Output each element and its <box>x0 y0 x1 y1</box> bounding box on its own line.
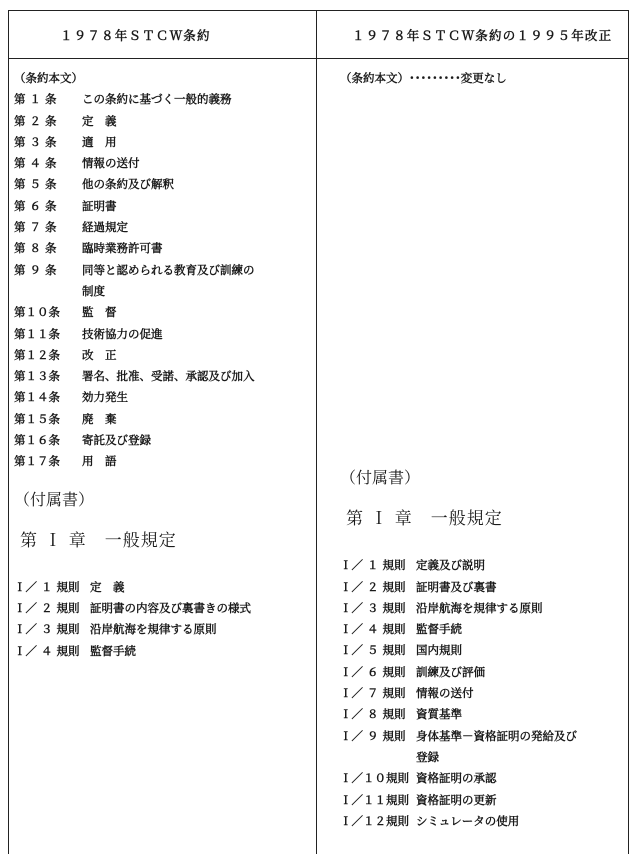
rule-number: Ｉ／ ５ 規則 <box>340 643 406 658</box>
article-title: 廃 棄 <box>82 411 117 426</box>
table-top-border <box>8 10 629 11</box>
rule-title: 資格証明の承認 <box>416 771 497 786</box>
rule-number: Ｉ／１１規則 <box>340 792 409 807</box>
right-column-header: １９７８年ＳＴＣＷ条約の１９９５年改正 <box>352 28 613 43</box>
article-row <box>14 366 312 387</box>
article-row <box>14 430 312 451</box>
article-number: 第 ９ 条 <box>14 262 57 277</box>
rule-row <box>14 577 312 598</box>
article-number: 第 １ 条 <box>14 92 57 107</box>
header-divider <box>8 58 629 59</box>
article-row <box>14 132 312 153</box>
rule-title: 監督手続 <box>90 643 136 658</box>
rule-title: シミュレータの使用 <box>416 813 520 828</box>
left-chapter-heading: 第 Ｉ 章 一般規定 <box>20 530 177 551</box>
article-title: 経過規定 <box>82 220 128 235</box>
rule-title: 沿岸航海を規律する原則 <box>416 600 543 615</box>
rule-number: Ｉ／１２規則 <box>340 813 409 828</box>
article-row <box>14 89 312 110</box>
left-column-header: １９７８年ＳＴＣＷ条約 <box>60 28 211 43</box>
article-row <box>14 345 312 366</box>
rule-row <box>340 790 632 811</box>
left-column <box>14 68 312 662</box>
article-title: 他の条約及び解釈 <box>82 177 174 192</box>
rule-title: 定義及び説明 <box>416 558 485 573</box>
article-number: 第 ２ 条 <box>14 113 57 128</box>
article-number: 第 ５ 条 <box>14 177 57 192</box>
rule-title: 定 義 <box>90 579 125 594</box>
rule-title: 監督手続 <box>416 622 462 637</box>
rule-number: Ｉ／ １ 規則 <box>340 558 406 573</box>
rule-title: 証明書の内容及び裏書きの様式 <box>90 600 251 615</box>
article-row <box>14 324 312 345</box>
right-column <box>340 68 632 832</box>
article-row <box>14 238 312 259</box>
article-number: 第 ３ 条 <box>14 134 57 149</box>
article-number: 第１０条 <box>14 305 60 320</box>
article-title: 技術協力の促進 <box>82 326 163 341</box>
article-number: 第１５条 <box>14 411 60 426</box>
rule-row <box>340 683 632 704</box>
article-row <box>14 260 312 281</box>
article-title: 証明書 <box>82 198 117 213</box>
rule-row <box>14 619 312 640</box>
rule-row <box>340 662 632 683</box>
article-title: 臨時業務許可書 <box>82 241 163 256</box>
rule-title: 資質基準 <box>416 707 462 722</box>
article-title: 監 督 <box>82 305 117 320</box>
left-body-heading: （条約本文） <box>14 71 83 85</box>
rule-row <box>340 555 632 576</box>
rule-row <box>340 619 632 640</box>
article-number: 第 ７ 条 <box>14 220 57 235</box>
rule-row <box>340 598 632 619</box>
rule-row <box>14 641 312 662</box>
article-title: 用 語 <box>82 454 117 469</box>
article-row <box>14 196 312 217</box>
right-blank-area <box>340 89 632 451</box>
rule-row <box>340 811 632 832</box>
article-continuation: 制度 <box>82 283 105 298</box>
article-title: 適 用 <box>82 134 117 149</box>
article-number: 第 ８ 条 <box>14 241 57 256</box>
rule-number: Ｉ／ ４ 規則 <box>340 622 406 637</box>
article-title: 同等と認められる教育及び訓練の <box>82 262 255 277</box>
article-number: 第１６条 <box>14 433 60 448</box>
right-body-heading: （条約本文）･････････変更なし <box>340 71 507 85</box>
rule-row <box>340 704 632 725</box>
right-chapter-heading: 第 Ｉ 章 一般規定 <box>346 509 503 530</box>
article-number: 第１７条 <box>14 454 60 469</box>
article-row <box>14 217 312 238</box>
rule-title: 情報の送付 <box>416 686 474 701</box>
article-title: 署名、批准、受諾、承認及び加入 <box>82 369 255 384</box>
rule-row <box>340 640 632 661</box>
rule-number: Ｉ／ １ 規則 <box>14 579 80 594</box>
article-title: 改 正 <box>82 347 117 362</box>
rule-title: 資格証明の更新 <box>416 792 497 807</box>
rule-number: Ｉ／ ７ 規則 <box>340 686 406 701</box>
article-row <box>14 387 312 408</box>
article-title: 寄託及び登録 <box>82 433 151 448</box>
rule-number: Ｉ／１０規則 <box>340 771 409 786</box>
article-number: 第 ６ 条 <box>14 198 57 213</box>
article-number: 第１１条 <box>14 326 60 341</box>
article-title: この条約に基づく一般的義務 <box>82 92 232 107</box>
rule-number: Ｉ／ ８ 規則 <box>340 707 406 722</box>
rule-row <box>340 577 632 598</box>
article-number: 第１４条 <box>14 390 60 405</box>
article-row <box>14 451 312 472</box>
article-row <box>14 153 312 174</box>
article-row <box>14 174 312 195</box>
rule-number: Ｉ／ ２ 規則 <box>340 579 406 594</box>
left-rules-list <box>14 577 312 662</box>
article-number: 第 ４ 条 <box>14 156 57 171</box>
right-rules-list <box>340 555 632 832</box>
article-number: 第１２条 <box>14 347 60 362</box>
article-title: 効力発生 <box>82 390 128 405</box>
rule-number: Ｉ／ ３ 規則 <box>14 622 80 637</box>
rule-number: Ｉ／ ６ 規則 <box>340 664 406 679</box>
rule-number: Ｉ／ ９ 規則 <box>340 728 406 743</box>
column-divider <box>316 10 317 854</box>
rule-number: Ｉ／ ４ 規則 <box>14 643 80 658</box>
article-row <box>14 409 312 430</box>
article-title: 情報の送付 <box>82 156 140 171</box>
article-row <box>14 302 312 323</box>
right-annex-heading: （付属書） <box>340 468 421 488</box>
left-annex-heading: （付属書） <box>14 489 95 509</box>
article-row <box>14 111 312 132</box>
table-left-border <box>8 10 9 854</box>
rule-title: 沿岸航海を規律する原則 <box>90 622 217 637</box>
rule-title: 証明書及び裏書 <box>416 579 497 594</box>
rule-title: 国内規則 <box>416 643 462 658</box>
article-number: 第１３条 <box>14 369 60 384</box>
rule-row <box>14 598 312 619</box>
rule-row <box>340 726 632 747</box>
rule-title: 身体基準－資格証明の発給及び <box>416 728 577 743</box>
rule-number: Ｉ／ ２ 規則 <box>14 600 80 615</box>
rule-title: 訓練及び評価 <box>416 664 485 679</box>
rule-number: Ｉ／ ３ 規則 <box>340 600 406 615</box>
rule-row <box>340 768 632 789</box>
article-title: 定 義 <box>82 113 117 128</box>
rule-continuation: 登録 <box>416 749 439 764</box>
